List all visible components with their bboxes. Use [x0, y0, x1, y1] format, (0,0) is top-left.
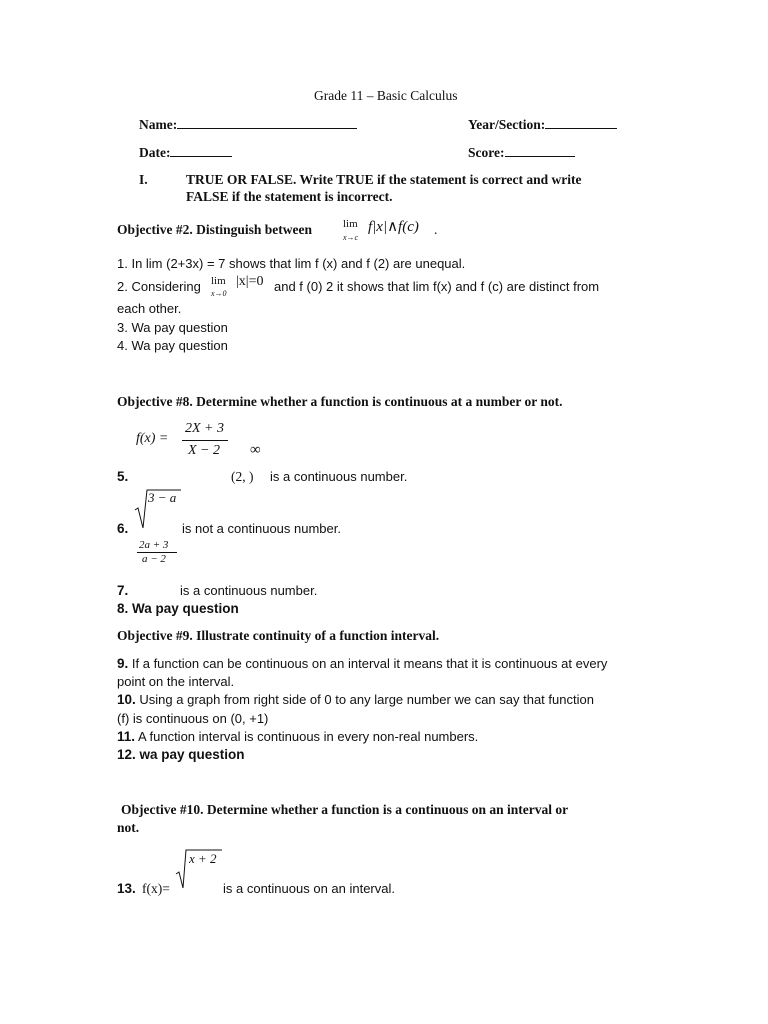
year-section-field	[468, 116, 617, 133]
infinity-symbol: ∞	[250, 442, 261, 458]
q8: 8. Wa pay question	[117, 601, 239, 616]
q7-text: is a continuous number.	[180, 583, 318, 598]
objective-9-heading: Objective #9. Illustrate continuity of a function interval.	[117, 628, 440, 643]
q5-number: 5.	[117, 469, 129, 484]
question-3: 3. Wa pay question	[117, 320, 228, 335]
q6-fraction-numerator: 2a + 3	[139, 539, 169, 551]
q9-line2: point on the interval.	[117, 674, 235, 689]
q10-number: 10.	[117, 692, 136, 707]
limit-subscript: x→c	[343, 233, 359, 242]
q9-number: 9.	[117, 656, 129, 671]
year-section-blank[interactable]	[545, 116, 617, 129]
instruction-line1: TRUE OR FALSE. Write TRUE if the statement is correct and write	[186, 172, 582, 187]
date-blank[interactable]	[170, 144, 232, 157]
q6-radicand: 3 − a	[148, 490, 177, 505]
q7-number: 7.	[117, 583, 129, 598]
q10-line1: Using a graph from right side of 0 to any large number we can say that function	[139, 692, 594, 707]
objective-10-heading-line1: Objective #10. Determine whether a function is a continuous on an interval or	[121, 802, 569, 817]
limit-expression: f|x|∧f(c)	[368, 219, 419, 235]
page-title: Grade 11 – Basic Calculus	[314, 88, 458, 103]
question-2-rest: and f (0) 2 it shows that lim f(x) and f (c) are distinct from	[274, 279, 600, 294]
q11-text: A function interval is continuous in every non-real numbers.	[137, 729, 479, 744]
section-numeral: I.	[139, 172, 148, 187]
q5-interval: (2, )	[231, 469, 254, 484]
q13-text: is a continuous on an interval.	[223, 881, 395, 896]
q6-fraction-denominator: a − 2	[142, 553, 166, 565]
date-label: Date:	[139, 145, 171, 160]
q11	[117, 729, 478, 744]
q10-line2: (f) is continuous on (0, +1)	[117, 711, 269, 726]
q2-limit-subscript: x→0	[211, 289, 227, 298]
q13-function-label: f(x)=	[142, 881, 170, 896]
fx-label: f(x) =	[136, 431, 169, 446]
score-field	[468, 144, 575, 161]
fx-fraction-bar	[182, 440, 228, 441]
name-blank[interactable]	[177, 116, 357, 129]
year-section-label: Year/Section:	[468, 117, 546, 132]
q6-number: 6.	[117, 521, 129, 536]
score-blank[interactable]	[505, 144, 575, 157]
score-label: Score:	[468, 145, 505, 160]
q9-line1: If a function can be continuous on an interval it means that it is continuous at every	[131, 656, 608, 671]
q6-text: is not a continuous number.	[182, 521, 341, 536]
fx-denominator: X − 2	[188, 443, 220, 458]
heading-period: .	[434, 222, 438, 237]
q12: 12. wa pay question	[117, 747, 245, 762]
question-4: 4. Wa pay question	[117, 338, 228, 353]
question-1: 1. In lim (2+3x) = 7 shows that lim f (x) and f (2) are unequal.	[117, 256, 466, 271]
question-2-start: 2. Considering	[117, 279, 201, 294]
question-2-end: each other.	[117, 301, 182, 316]
q5-text: is a continuous number.	[270, 469, 408, 484]
q13-radicand: x + 2	[189, 851, 217, 866]
fx-numerator: 2X + 3	[185, 421, 224, 436]
date-field	[139, 144, 232, 161]
objective-8-heading: Objective #8. Determine whether a function is continuous at a number or not.	[117, 394, 563, 409]
objective-10-heading-line2: not.	[117, 820, 140, 835]
q10	[117, 692, 594, 707]
limit-word: lim	[343, 218, 358, 230]
q11-number: 11.	[117, 729, 136, 744]
instruction-line2: FALSE if the statement is incorrect.	[186, 189, 393, 204]
q9	[117, 656, 607, 671]
name-label: Name:	[139, 117, 178, 132]
q2-limit-expression: |x|=0	[236, 274, 264, 289]
q13-number: 13.	[117, 881, 136, 896]
objective-2-heading: Objective #2. Distinguish between	[117, 222, 312, 237]
q2-limit-word: lim	[211, 275, 226, 287]
name-field	[139, 116, 357, 133]
